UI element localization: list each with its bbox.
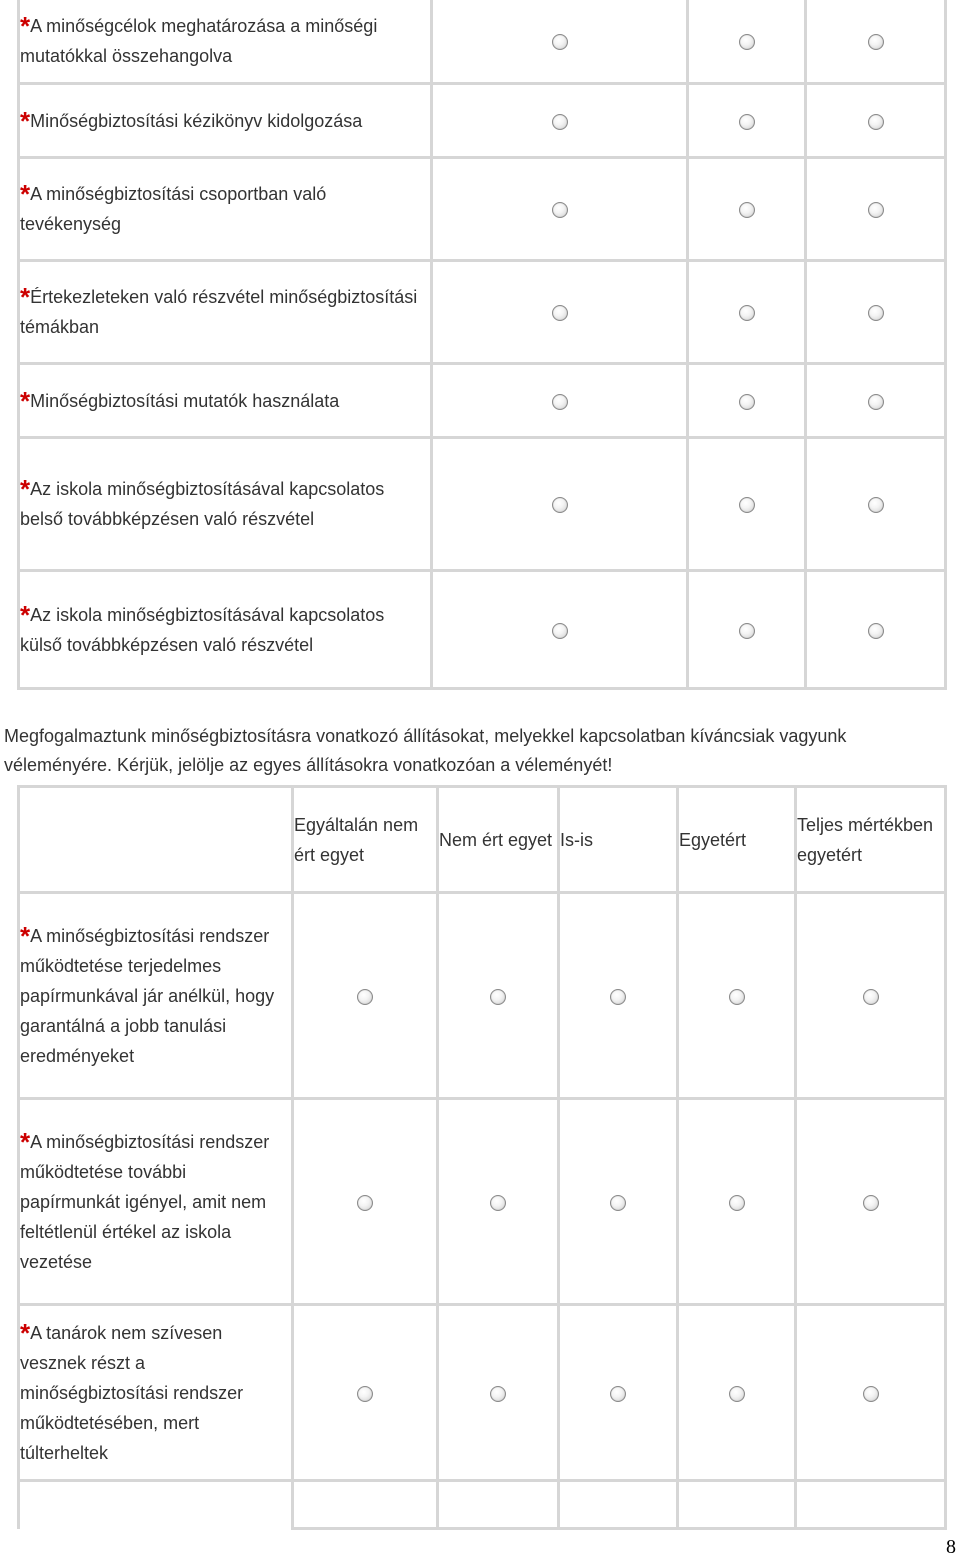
option-cell [796, 1099, 946, 1305]
radio-button[interactable] [357, 1386, 373, 1402]
option-cell [559, 1305, 678, 1481]
option-cell [438, 893, 559, 1099]
option-cell [806, 571, 946, 689]
question-row [19, 1099, 946, 1305]
radio-button[interactable] [357, 1195, 373, 1211]
column-header-strongly-disagree: Egyáltalán nem ért egyet [293, 787, 438, 893]
option-cell [432, 364, 688, 438]
option-cell [293, 1099, 438, 1305]
empty-cell [438, 1481, 559, 1529]
question-row [19, 261, 946, 364]
required-asterisk: * [20, 179, 31, 209]
option-cell [678, 893, 796, 1099]
empty-cell [678, 1481, 796, 1529]
option-cell [806, 158, 946, 261]
required-asterisk: * [20, 1126, 31, 1157]
radio-button[interactable] [552, 34, 568, 50]
option-cell [438, 1305, 559, 1481]
question-text: A tanárok nem szívesen vesznek részt a minőségbiztosítási rendszer működtetésében, mert túlterheltek [20, 1322, 244, 1463]
option-cell [688, 364, 806, 438]
page-number: 8 [946, 1536, 956, 1558]
rating-table-1 [17, 0, 947, 690]
radio-button[interactable] [552, 114, 568, 130]
question-text: A minőségcélok meghatározása a minőségi mutatókkal összehangolva [20, 16, 378, 66]
header-corner [19, 787, 293, 893]
option-cell [293, 893, 438, 1099]
empty-row [19, 1481, 946, 1529]
question-text: A minőségbiztosítási rendszer működtetése további papírmunkát igényel, amit nem feltétlenül értékel az iskola vezetése [20, 1131, 270, 1272]
empty-cell [19, 1481, 293, 1529]
question-text: Az iskola minőségbiztosításával kapcsolatos külső továbbképzésen való részvétel [20, 604, 385, 655]
option-cell [293, 1305, 438, 1481]
question-cell [19, 1305, 293, 1481]
question-row [19, 893, 946, 1099]
radio-button[interactable] [490, 989, 506, 1005]
empty-cell [796, 1481, 946, 1529]
radio-button[interactable] [868, 34, 884, 50]
radio-button[interactable] [868, 497, 884, 513]
required-asterisk: * [20, 599, 31, 630]
radio-button[interactable] [739, 394, 755, 410]
option-cell [432, 84, 688, 158]
question-cell [19, 571, 432, 689]
intro-text: Megfogalmaztunk minőségbiztosításra vonatkozó állításokat, melyekkel kapcsolatban kíváncsiak vagyunk véleményére. Kérjük, jelölje az egyes állításokra vonatkozóan a véleményét! [4, 726, 847, 775]
option-cell [688, 158, 806, 261]
question-row [19, 364, 946, 438]
option-cell [432, 571, 688, 689]
option-cell [432, 158, 688, 261]
option-cell [806, 261, 946, 364]
question-row [19, 158, 946, 261]
option-cell [688, 0, 806, 84]
radio-button[interactable] [739, 623, 755, 639]
question-text: A minőségbiztosítási rendszer működtetése terjedelmes papírmunkával jár anélkül, hogy garantálná a jobb tanulási eredményeket [20, 925, 275, 1066]
empty-cell [293, 1481, 438, 1529]
radio-button[interactable] [729, 989, 745, 1005]
question-row [19, 438, 946, 571]
option-cell [438, 1099, 559, 1305]
radio-button[interactable] [552, 623, 568, 639]
rating-table-2 [17, 785, 947, 1530]
option-cell [688, 438, 806, 571]
option-cell [559, 1099, 678, 1305]
question-cell [19, 1099, 293, 1305]
question-row [19, 1305, 946, 1481]
radio-button[interactable] [357, 989, 373, 1005]
radio-button[interactable] [868, 114, 884, 130]
question-cell [19, 364, 432, 438]
radio-button[interactable] [739, 305, 755, 321]
empty-cell [559, 1481, 678, 1529]
radio-button[interactable] [868, 305, 884, 321]
required-asterisk: * [20, 1317, 31, 1348]
radio-button[interactable] [610, 1386, 626, 1402]
question-text: A minőségbiztosítási csoportban való tevékenység [20, 184, 327, 234]
column-header-disagree: Nem ért egyet [438, 787, 559, 893]
option-cell [432, 261, 688, 364]
option-cell [432, 0, 688, 84]
option-cell [432, 438, 688, 571]
option-cell [678, 1305, 796, 1481]
option-cell [806, 0, 946, 84]
radio-button[interactable] [739, 202, 755, 218]
radio-button[interactable] [863, 989, 879, 1005]
question-row [19, 84, 946, 158]
radio-button[interactable] [490, 1386, 506, 1402]
radio-button[interactable] [552, 497, 568, 513]
required-asterisk: * [20, 385, 31, 416]
option-cell [678, 1099, 796, 1305]
radio-button[interactable] [868, 623, 884, 639]
option-cell [806, 438, 946, 571]
option-cell [806, 84, 946, 158]
required-asterisk: * [20, 105, 31, 136]
radio-button[interactable] [729, 1195, 745, 1211]
radio-button[interactable] [552, 305, 568, 321]
question-cell [19, 0, 432, 84]
option-cell [796, 1305, 946, 1481]
question-cell [19, 893, 293, 1099]
option-cell [688, 261, 806, 364]
question-cell [19, 84, 432, 158]
question-text: Az iskola minőségbiztosításával kapcsolatos belső továbbképzésen való részvétel [20, 479, 385, 529]
radio-button[interactable] [610, 1195, 626, 1211]
radio-button[interactable] [552, 394, 568, 410]
option-cell [559, 893, 678, 1099]
question-text: Értekezleteken való részvétel minőségbiztosítási témákban [20, 287, 418, 337]
option-cell [688, 571, 806, 689]
question-cell [19, 438, 432, 571]
column-header-neutral: Is-is [559, 787, 678, 893]
radio-button[interactable] [863, 1386, 879, 1402]
option-cell [688, 84, 806, 158]
radio-button[interactable] [863, 1195, 879, 1211]
radio-button[interactable] [739, 34, 755, 50]
required-asterisk: * [20, 282, 31, 312]
radio-button[interactable] [729, 1386, 745, 1402]
radio-button[interactable] [739, 114, 755, 130]
question-text: Minőségbiztosítási mutatók használata [30, 390, 340, 411]
option-cell [806, 364, 946, 438]
radio-button[interactable] [490, 1195, 506, 1211]
required-asterisk: * [20, 11, 31, 41]
radio-button[interactable] [868, 394, 884, 410]
column-header-agree: Egyetért [678, 787, 796, 893]
radio-button[interactable] [739, 497, 755, 513]
question-row [19, 0, 946, 84]
question-cell [19, 261, 432, 364]
question-text: Minőségbiztosítási kézikönyv kidolgozása [30, 110, 363, 131]
question-row [19, 571, 946, 689]
radio-button[interactable] [868, 202, 884, 218]
header-row [19, 787, 946, 893]
column-header-strongly-agree: Teljes mértékben egyetért [796, 787, 946, 893]
radio-button[interactable] [552, 202, 568, 218]
required-asterisk: * [20, 920, 31, 951]
option-cell [796, 893, 946, 1099]
required-asterisk: * [20, 474, 31, 504]
question-cell [19, 158, 432, 261]
radio-button[interactable] [610, 989, 626, 1005]
